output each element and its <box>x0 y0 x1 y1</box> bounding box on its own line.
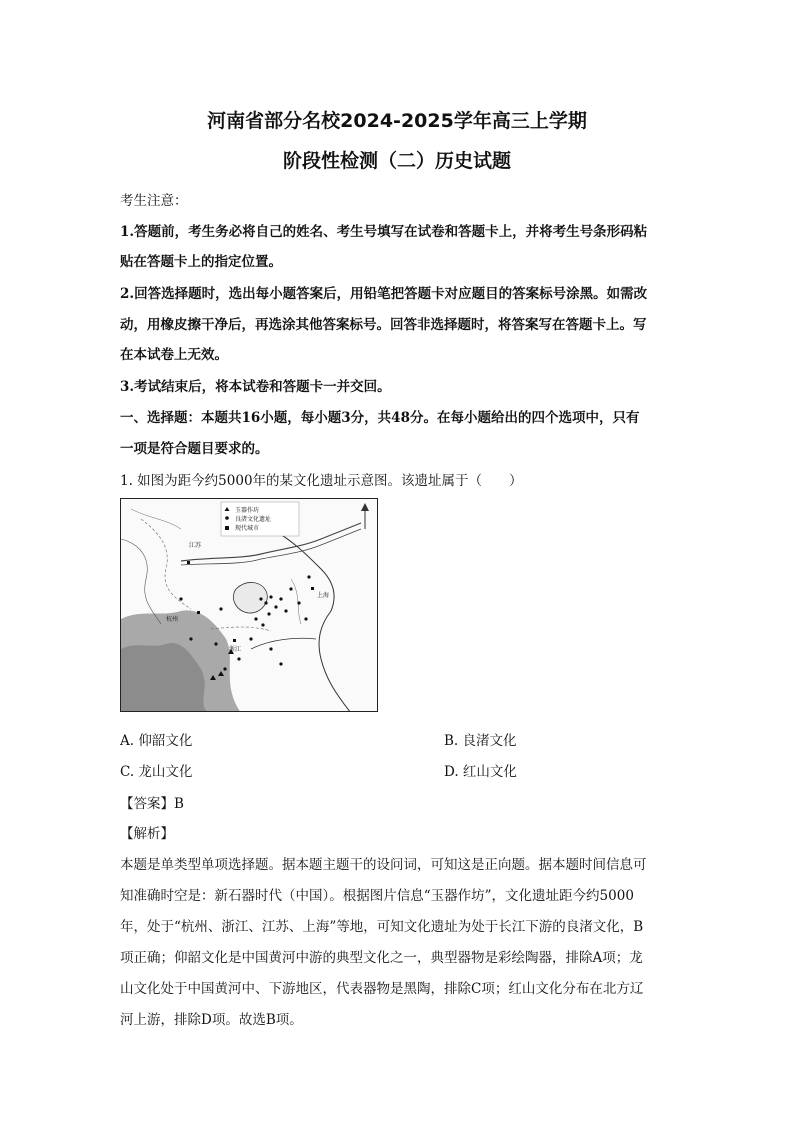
option-b: B. 良渚文化 <box>444 733 517 749</box>
section-line-a: 一、选择题：本题共16小题，每小题3分，共48分。在每小题给出的四个选项中，只有 <box>120 410 640 426</box>
label-shanghai: 上海 <box>317 592 330 599</box>
title-line-2: 阶段性检测（二）历史试题 <box>282 150 511 172</box>
site-map-figure <box>120 498 378 712</box>
question-1-stem: 1. 如图为距今约5000年的某文化遗址示意图。该遗址属于（ ） <box>120 473 523 489</box>
notice-item-2b: 动，用橡皮擦干净后，再选涂其他答案标号。回答非选择题时，将答案写在答题卡上。写 <box>120 317 647 333</box>
analysis-line-5: 山文化处于中国黄河中、下游地区，代表器物是黑陶，排除C项；红山文化分布在北方辽 <box>120 981 644 997</box>
analysis-line-3: 年，处于“杭州、浙江、江苏、上海”等地，可知文化遗址为处于长江下游的良渚文化，B <box>120 919 644 935</box>
notice-heading: 考生注意： <box>120 193 188 209</box>
notice-item-3: 3.考试结束后，将本试卷和答题卡一并交回。 <box>120 379 391 395</box>
analysis-line-6: 河上游，排除D项。故选B项。 <box>120 1012 303 1028</box>
legend-city: 现代城市 <box>235 525 260 532</box>
notice-item-1b: 贴在答题卡上的指定位置。 <box>120 254 282 270</box>
title-line-1: 河南省部分名校2024-2025学年高三上学期 <box>207 110 587 132</box>
label-zhejiang: 浙江 <box>229 646 242 653</box>
option-d: D. 红山文化 <box>444 764 517 780</box>
legend-workshop: 玉器作坊 <box>235 507 260 514</box>
map-drawing <box>121 499 378 712</box>
answer-label: 【答案】B <box>120 796 184 812</box>
notice-item-2a: 2.回答选择题时，选出每小题答案后，用铅笔把答题卡对应题目的答案标号涂黑。如需改 <box>120 286 648 302</box>
notice-item-1a: 1.答题前，考生务必将自己的姓名、考生号填写在试卷和答题卡上，并将考生号条形码粘 <box>120 224 648 240</box>
analysis-line-4: 项正确；仰韶文化是中国黄河中游的典型文化之一，典型器物是彩绘陶器，排除A项；龙 <box>120 950 643 966</box>
option-a: A. 仰韶文化 <box>120 733 193 749</box>
analysis-heading: 【解析】 <box>120 826 174 842</box>
analysis-line-2: 知准确时空是：新石器时代（中国）。根据图片信息“玉器作坊”，文化遗址距今约5000 <box>120 888 634 904</box>
section-line-b: 一项是符合题目要求的。 <box>120 441 269 457</box>
analysis-line-1: 本题是单类型单项选择题。据本题主题干的设问词，可知这是正向题。据本题时间信息可 <box>120 857 647 873</box>
notice-item-2c: 在本试卷上无效。 <box>120 347 228 363</box>
legend-site: 良渚文化遗址 <box>235 516 272 523</box>
label-hangzhou: 杭州 <box>166 616 179 623</box>
option-c: C. 龙山文化 <box>120 764 193 780</box>
label-jiangsu: 江苏 <box>189 542 202 549</box>
